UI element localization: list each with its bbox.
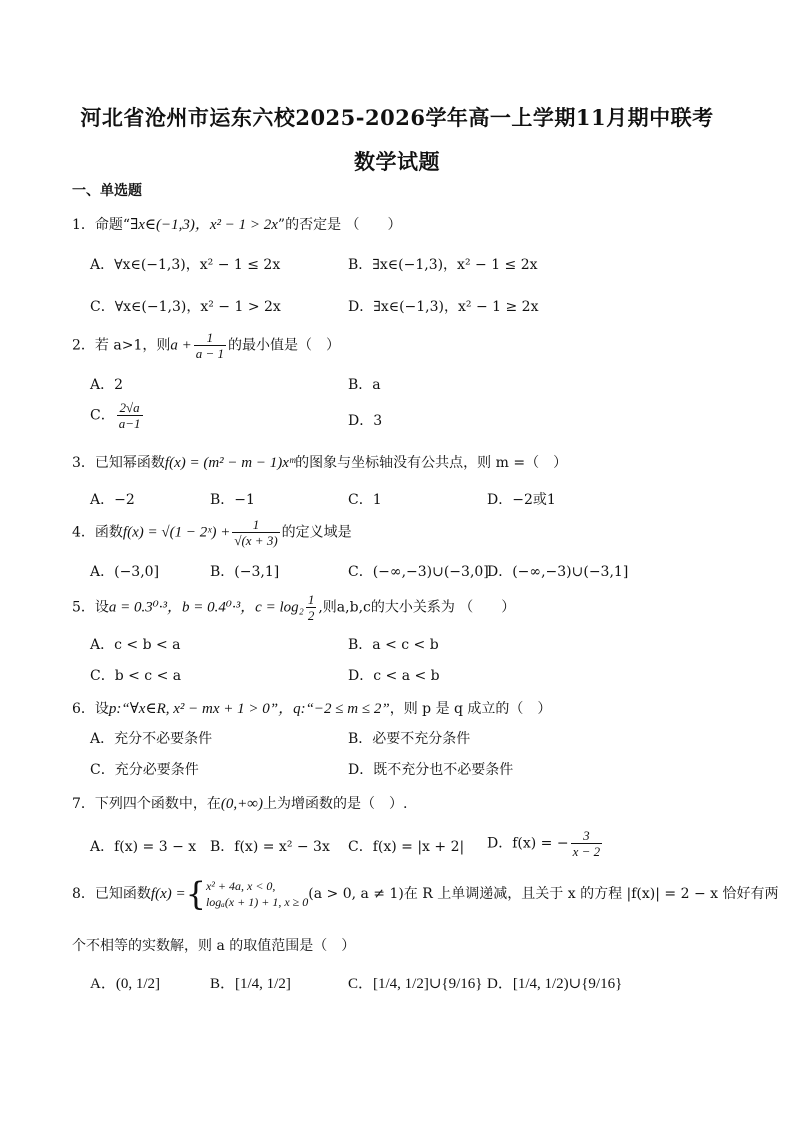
- q7-option-a[interactable]: A．f(x) = 3 − x: [90, 839, 197, 855]
- q3-option-b[interactable]: B．−1: [210, 492, 255, 508]
- q3-option-c[interactable]: C．1: [348, 492, 382, 508]
- q6-option-d[interactable]: D．既不充分也不必要条件: [348, 762, 514, 778]
- q7-option-c[interactable]: C．f(x) = |x + 2|: [348, 839, 465, 855]
- q2-option-b[interactable]: B．a: [348, 377, 381, 393]
- q3-option-d[interactable]: D．−2或1: [487, 492, 556, 508]
- q1-option-d[interactable]: D．∃x∈(−1,3)，x² − 1 ≥ 2x: [348, 299, 539, 315]
- q4-option-b[interactable]: B．(−3,1]: [210, 564, 280, 580]
- q2-option-c[interactable]: C． $\frac{2√a}{a-1}$: [90, 400, 141, 431]
- q1-option-c[interactable]: C．∀x∈(−1,3)，x² − 1 > 2x: [90, 299, 281, 315]
- question-1: 1．命题“∃x∈(−1,3)，x² − 1 > 2x”的否定是 （ ）: [72, 217, 402, 233]
- q6-option-a[interactable]: A．充分不必要条件: [90, 731, 213, 747]
- q6-option-c[interactable]: C．充分必要条件: [90, 762, 199, 778]
- q4-option-a[interactable]: A．(−3,0]: [90, 564, 160, 580]
- question-5: 5．设a = 0.3⁰·³，b = 0.4⁰·³，c = log₂ $\frac{1}{2}$ ,则a,b,c的大小关系为 （ ）: [72, 592, 516, 623]
- q2-option-d[interactable]: D．3: [348, 413, 383, 429]
- question-3: 3．已知幂函数f(x) = (m² − m − 1)xᵐ的图象与坐标轴没有公共点，则 m =（ ）: [72, 455, 568, 471]
- q1-option-b[interactable]: B．∃x∈(−1,3)，x² − 1 ≤ 2x: [348, 257, 538, 273]
- exam-subtitle: 数学试题: [354, 149, 440, 174]
- question-8: 8．已知函数f(x) ={ x² + 4a, x < 0, logₐ(x + 1) + 1, x ≥ 0 (a > 0, a ≠ 1)在 R 上单调递减，且关于 x 的方程 |f(x)| = 2 − x 恰好有两: [72, 875, 779, 913]
- q4-option-c[interactable]: C．(−∞,−3)∪(−3,0]: [348, 564, 489, 580]
- q5-option-d[interactable]: D．c < a < b: [348, 668, 440, 684]
- q1-option-a[interactable]: A．∀x∈(−1,3)，x² − 1 ≤ 2x: [90, 257, 281, 273]
- q8-option-b[interactable]: B．[1/4, 1/2]: [210, 976, 291, 992]
- q8-option-c[interactable]: C．[1/4, 1/2]∪{9/16}: [348, 976, 483, 992]
- q5-option-b[interactable]: B．a < c < b: [348, 637, 439, 653]
- q2-option-a[interactable]: A．2: [90, 377, 124, 393]
- exam-title: 河北省沧州市运东六校2025-2026学年高一上学期11月期中联考: [80, 105, 714, 130]
- left-brace-icon: {: [185, 875, 206, 913]
- q3-option-a[interactable]: A．−2: [90, 492, 135, 508]
- section-heading: 一、单选题: [72, 183, 142, 199]
- q5-option-a[interactable]: A．c < b < a: [90, 637, 181, 653]
- question-2: 2．若 a>1，则a + $\frac{1}{a - 1}$ 的最小值是（ ）: [72, 330, 341, 361]
- q5-option-c[interactable]: C．b < c < a: [90, 668, 182, 684]
- q8-option-d[interactable]: D．[1/4, 1/2)∪{9/16}: [487, 976, 623, 992]
- q7-option-b[interactable]: B．f(x) = x² − 3x: [210, 839, 330, 855]
- question-8-line2: 个不相等的实数解，则 a 的取值范围是（ ）: [72, 938, 356, 954]
- q7-option-d[interactable]: D．f(x) = − $\frac{3}{x - 2}$: [487, 828, 601, 859]
- q4-option-d[interactable]: D．(−∞,−3)∪(−3,1]: [487, 564, 629, 580]
- question-7: 7．下列四个函数中，在(0,+∞)上为增函数的是（ ）.: [72, 796, 408, 812]
- question-4: 4．函数f(x) = √(1 − 2ˣ) + $\frac{1}{√(x + 3)}$ 的定义域是: [72, 517, 352, 548]
- q8-option-a[interactable]: A．(0, 1/2]: [90, 976, 160, 992]
- question-6: 6．设p:“∀x∈R, x² − mx + 1 > 0”，q:“−2 ≤ m ≤ 2”，则 p 是 q 成立的（ ）: [72, 701, 552, 717]
- q6-option-b[interactable]: B．必要不充分条件: [348, 731, 471, 747]
